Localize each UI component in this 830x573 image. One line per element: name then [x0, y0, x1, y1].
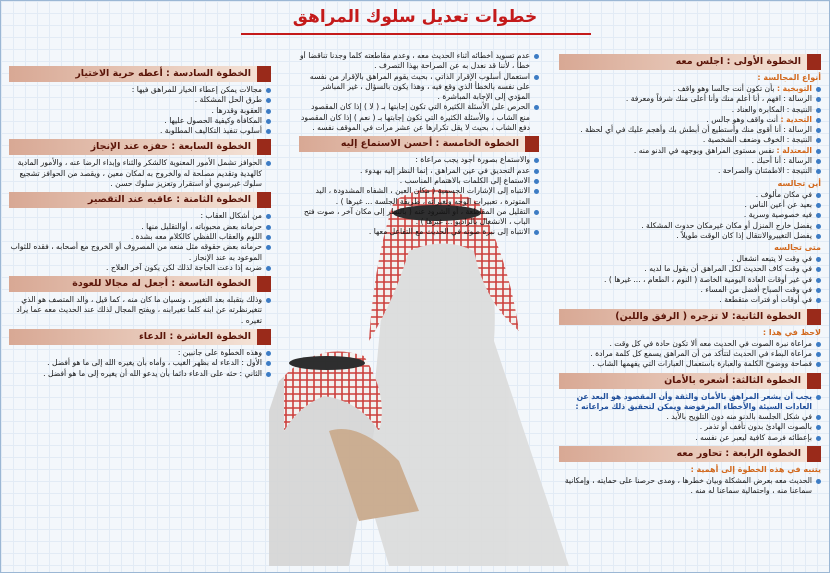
- title-underline: [241, 33, 591, 35]
- list-item: النتيجة : المكابرة والعناد .: [559, 105, 821, 115]
- list-item: المعتدلة : نفس مستوى المراهق وبوجهه في الدنو منه .: [559, 146, 821, 156]
- list-item: مراعاة نبرة الصوت في الحديث معه ألا تكون حادة في كل وقت .: [559, 339, 821, 349]
- right-column: [559, 51, 821, 567]
- list-item: المكافأة وكيفية الحصول عليها .: [9, 116, 271, 126]
- list-item: ضربه إذا دعت الحاجة لذلك لكن يكون آخر العلاج .: [9, 263, 271, 273]
- step-6-header: الخطوة السادسة : أعطه حرية الاختيار: [9, 66, 271, 82]
- step-10-list: [9, 348, 271, 379]
- list-item: النتيجة : الاطمئنان والصراحة .: [559, 166, 821, 176]
- list-item: حرمانه بعض حقوقه مثل منعه من المصروف أو الخروج مع أصحابه ، فقده للثواب الموعود به عند الإنجاز .: [9, 242, 271, 263]
- list-item: أسلوب تنفيذ التكاليف المطلوبة .: [9, 126, 271, 136]
- list-item: الرسالة : افهم ، أنا أعلم منك وأنا أعلى منك شرفاً ومعرفة .: [559, 94, 821, 104]
- step-4-note: يتنبه في هذه الخطوة إلى أهمية :: [690, 465, 821, 475]
- list-item: النتيجة : الخوف وضعف الشخصية .: [559, 135, 821, 145]
- step-6-list: [9, 85, 271, 136]
- where-title: أين تجالسه: [777, 178, 821, 188]
- list-item: التقليل من المقاطعة ، أو الشرود عنه ( بالنظر إلى مكان آخر ، صوت فتح الباب ، الانشغال بالراديو ... غيرها ) .: [299, 207, 539, 228]
- list-item: في غير أوقات العادة اليومية الخاصة ( النوم ، الطعام ، ... غيرها ) .: [559, 275, 821, 285]
- list-item: فصاحة ووضوح الكلمة والعبارة باستعمال العبارات التي يفهمها الشاب .: [559, 359, 821, 369]
- step-9-header: الخطوة التاسعة : أجعل له مجالا للعودة: [9, 276, 271, 292]
- list-item: بعيد عن أعين الناس .: [559, 200, 821, 210]
- list-item: مجالات يمكن إعطاء الخيار للمراهق فيها :: [9, 85, 271, 95]
- list-item: الحوافز تشمل الأمور المعنوية كالشكر والثناء وإبداء الرضا عنه ، والأمور المادية كالهدية وتقديم مصلحة له والخروج به لمكان معين ، ويقصد من الحوافز تشجيع سلوك غيرسوي أو استقرار وتعزيز سلوك حسن .: [9, 158, 271, 189]
- list-item: يجب أن يشعر المراهق بالأمان والثقة وأن المقصود هو البعد عن العادات السيئة والأخطاء المرفوضة ويمكن لتحقيق ذلك مراعاته :: [559, 392, 821, 413]
- left-column: [9, 63, 271, 503]
- where-list: [559, 190, 821, 241]
- list-item: يفضل خارج المنزل أو مكان غيرمكان حدوث المشكلة .: [559, 221, 821, 231]
- middle-column: [299, 51, 539, 291]
- list-item: في أوقات أو فترات متقطعة .: [559, 295, 821, 305]
- seating-types-list: [559, 84, 821, 177]
- list-item: مراعاة البطء في الحديث لتتأكد من أن المراهق يسمع كل كلمة مرادة .: [559, 349, 821, 359]
- list-item: الانتباه إلى نبرة صوته في الحديث مع التفاعل معها .: [299, 227, 539, 237]
- when-title: متى تجالسه: [774, 243, 821, 253]
- when-list: [559, 254, 821, 305]
- step-9-list: [9, 295, 271, 326]
- list-item: استعمال أسلوب الإقرار الذاتي ، بحيث يقوم المراهق بالإقرار من نفسه على نفسه بالخطأ الذي وقع فيه ، وهذا يكون بالسؤال ، غير المباشر المؤدي إلى الإجابة المباشرة .: [299, 72, 539, 103]
- list-item: في وقت لا يتبعه انشغال .: [559, 254, 821, 264]
- step-1-header: الخطوة الأولى : اجلس معه: [559, 54, 821, 70]
- step-5-list: [299, 155, 539, 237]
- list-item: في مكان مألوف .: [559, 190, 821, 200]
- step-8-list: [9, 211, 271, 273]
- list-item: الاستماع إلى الكلمات بالاهتمام المناسب .: [299, 176, 539, 186]
- list-item: التحدية : أنت واقف وهو جالس .: [559, 115, 821, 125]
- list-item: يفضل التغييروالانتقال إذا كان الوقت طويلاً .: [559, 231, 821, 241]
- step-2-list: [559, 339, 821, 370]
- step-7-header: الخطوة السابعة : حفزه عند الإنجاز: [9, 139, 271, 155]
- step-4-list: [559, 476, 821, 497]
- page-title: خطوات تعديل سلوك المراهق: [292, 7, 538, 27]
- list-item: الأول : الدعاء له بظهر الغيب ، وأماه بأن يغيره الله إلى ما هو أفضل .: [9, 358, 271, 368]
- list-item: بالصوت الهادئ بدون تأفف أو تذمر .: [559, 422, 821, 432]
- dialogue-tips-list: [299, 51, 539, 133]
- list-item: في شكل الجلسة بالدنو منه دون التلويح بالأيد .: [559, 412, 821, 422]
- list-item: والاستماع بصورة أجود يجب مراعاة :: [299, 155, 539, 165]
- list-item: الثاني : حثه على الدعاء دائما بأن يدعو الله أن يغيره إلى ما هو أفضل .: [9, 369, 271, 379]
- step-3-header: الخطوة الثالثة: أشعره بالأمان: [559, 373, 821, 389]
- list-item: العقوبة وقدرها .: [9, 106, 271, 116]
- list-item: الرسالة : أنا أقوى منك وأستطيع أن أبطش بك وأهجم عليك في أي لحظة .: [559, 125, 821, 135]
- seating-types-title: أنواع المجالسة :: [757, 73, 821, 82]
- list-item: الرسالة : أنا أحبك .: [559, 156, 821, 166]
- list-item: الحديث معه بعرض المشكلة وبيان خطرها ، ومدى حرصنا على حمايته ، وإمكانية سماعنا منه ، واحتمالية سماعنا له منه .: [559, 476, 821, 497]
- list-item: فيه خصوصية وسرية .: [559, 210, 821, 220]
- list-item: في وقت كاف الحديث لكل المراهق أن يقول ما لديه .: [559, 264, 821, 274]
- list-item: وذلك بتقبله بعد التغيير ، ونسيان ما كان منه ، كما قيل ، والد المتصف هو الذي تتغيرنظرته عن ابنه كلما تغيرابنه ، ويفتح المجال لذلك عند الحديث معه عما يراد تغيره .: [9, 295, 271, 326]
- step-4-header: الخطوة الرابعة : تحاور معه: [559, 446, 821, 462]
- list-item: عدم تسويد أخطائه أثناء الحديث معه ، وعدم مقاطعته كلما وجدنا تناقضا أو خطأ ، لأننا قد نعدل به عن الصراحة بهذا التصرف .: [299, 51, 539, 72]
- list-item: في وقت الصباح أفضل من المساء .: [559, 285, 821, 295]
- step-3-list: [559, 392, 821, 443]
- list-item: طرق الحل المشكلة .: [9, 95, 271, 105]
- step-2-note: لاحظ في هذا :: [762, 327, 821, 337]
- list-item: التوبخية : بأن تكون أنت جالسا وهو واقف .: [559, 84, 821, 94]
- step-10-header: الخطوة العاشرة : الدعاء: [9, 329, 271, 345]
- step-8-header: الخطوة الثامنة : عاقبه عند التقصير: [9, 192, 271, 208]
- list-item: وهذه الخطوة على جانبين :: [9, 348, 271, 358]
- list-item: عدم التحديق في عين المراهق ، إنما النظر إليه بهدوء .: [299, 166, 539, 176]
- list-item: الانتباه إلى الإشارات الجسمية ( مكان العين ، الشفاه المشدودة ، اليد المتوترة ، تعبيرات الوجه وتغيراته ، طريقة الجلسة ... غيرها ) .: [299, 186, 539, 207]
- list-item: اللوم والعقاب اللفظي كالكلام معه بشدة .: [9, 232, 271, 242]
- list-item: الحرص على الأسئلة الكثيرة التي تكون إجابتها بـ ( لا ) إذا كان المقصود منع الشاب ، والأسئلة الكثيرة التي تكون إجابتها بـ ( نعم ) إذا كان المقصود دفع الشاب ، بحيث لا يقل تكرارها عن عشر مرات في الموقف نفسه .: [299, 102, 539, 133]
- list-item: بإعطائه فرصة كافية ليعبر عن نفسه .: [559, 433, 821, 443]
- step-7-list: [9, 158, 271, 189]
- step-5-header: الخطوة الخامسة : أحسن الاستماع إليه: [299, 136, 539, 152]
- list-item: من أشكال العقاب :: [9, 211, 271, 221]
- list-item: حرمانه بعض محبوباته ، أوالتقليل منها .: [9, 222, 271, 232]
- step-2-header: الخطوة الثانية: لا تزجره ( الرفق واللين): [559, 309, 821, 325]
